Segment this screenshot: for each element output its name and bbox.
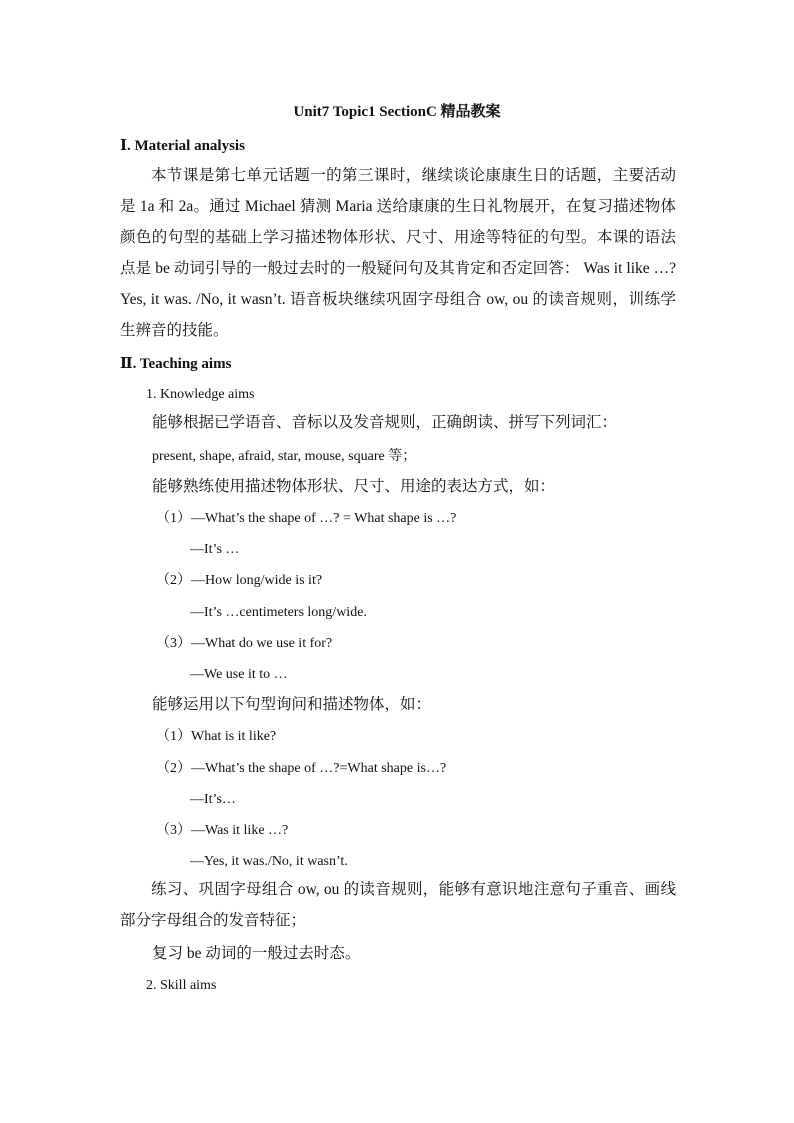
vocab-intro-text: 能够根据已学语音、音标以及发音规则，正确朗读、拼写下列词汇： — [152, 414, 618, 431]
describe-item-3-answer: —We use it to … — [190, 667, 288, 682]
item-question: —Was it like …? — [191, 823, 289, 838]
item-number: （2） — [156, 761, 191, 776]
describe-item-1-answer: —It’s … — [190, 542, 240, 557]
item-number: （2） — [156, 573, 191, 588]
document-title: Unit7 Topic1 SectionC 精品教案 — [293, 104, 501, 120]
item-question: —What’s the shape of …? = What shape is …? — [191, 511, 457, 526]
skill-aims-heading: 2. Skill aims — [146, 978, 217, 993]
describe-intro-text: 能够熟练使用描述物体形状、尺寸、用途的表达方式，如： — [152, 478, 556, 495]
review-text: 复习 be 动词的一般过去时态。 — [152, 945, 361, 962]
item-question: —What’s the shape of …?=What shape is…? — [191, 761, 447, 776]
ask-item-2-question — [156, 759, 446, 779]
ask-intro-text: 能够运用以下句型询问和描述物体，如： — [152, 696, 432, 713]
ask-item-2-answer: —It’s… — [190, 792, 236, 807]
ask-item-3-answer: —Yes, it was./No, it wasn’t. — [190, 854, 348, 869]
describe-item-2-question — [156, 571, 322, 591]
describe-item-3-question — [156, 634, 332, 654]
ask-item-1-question — [156, 727, 276, 747]
item-question: —How long/wide is it? — [191, 573, 323, 588]
section-heading-teaching-aims: Ⅱ. Teaching aims — [120, 356, 232, 372]
item-question: —What do we use it for? — [191, 636, 333, 651]
material-analysis-paragraph: 本节课是第七单元话题一的第三课时，继续谈论康康生日的话题，主要活动是 1a 和 2a。通过 Michael 猜测 Maria 送给康康的生日礼物展开，在复习描述物体颜色的句型的基础上学习描述物体形状、尺寸、用途等特征的句型。本课的语法点是 be 动词引导的一般过去时的一般疑问句及其肯定和否定回答： Was it like …? Yes, it was. /No, it wasn’t. 语音板块继续巩固字母组合 ow, ou 的读音规则，训练学生辨音的技能。 — [120, 167, 676, 339]
vocab-list: present, shape, afraid, star, mouse, square 等； — [152, 449, 417, 464]
knowledge-aims-heading: 1. Knowledge aims — [146, 387, 255, 402]
practice-paragraph: 练习、巩固字母组合 ow, ou 的读音规则，能够有意识地注意句子重音、画线部分字母组合的发音特征； — [120, 881, 676, 929]
item-number: （1） — [156, 729, 191, 744]
section-heading-material-analysis: Ⅰ. Material analysis — [120, 138, 245, 154]
item-number: （3） — [156, 636, 191, 651]
ask-item-3-question — [156, 821, 288, 841]
item-question: What is it like? — [191, 729, 277, 744]
describe-item-1-question — [156, 509, 456, 529]
item-number: （3） — [156, 823, 191, 838]
describe-item-2-answer: —It’s …centimeters long/wide. — [190, 605, 367, 620]
item-number: （1） — [156, 511, 191, 526]
